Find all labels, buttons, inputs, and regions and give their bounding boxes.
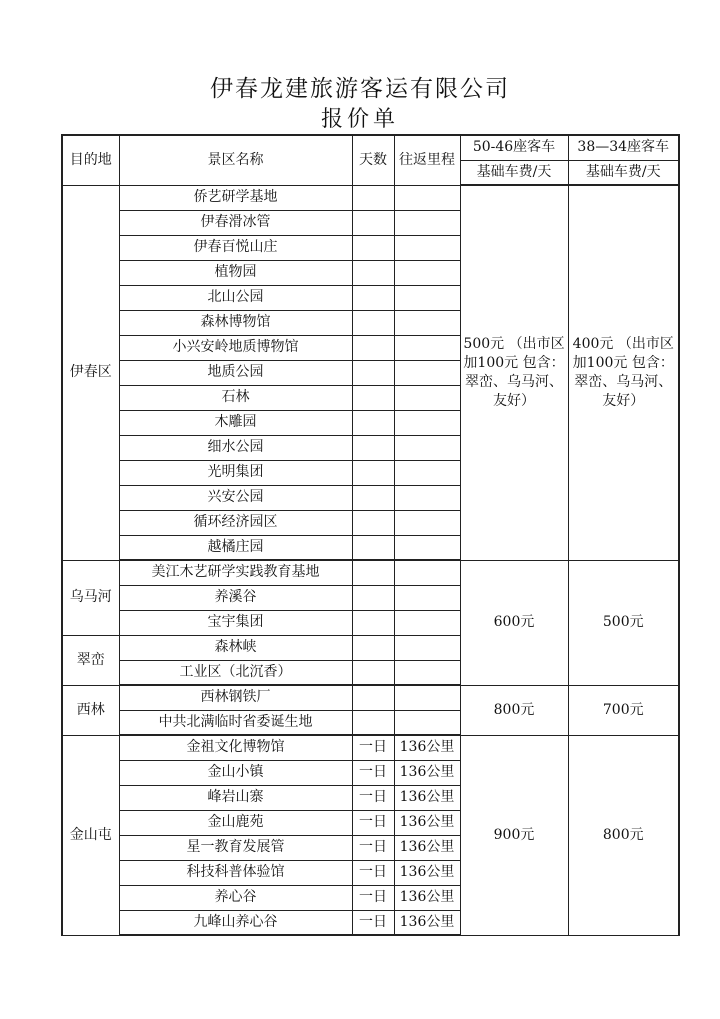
days-cell: 一日 <box>352 885 394 910</box>
distance-cell: 136公里 <box>394 885 460 910</box>
price-small-xilin: 700元 <box>568 685 679 735</box>
scenic-spot: 中共北满临时省委诞生地 <box>119 710 352 735</box>
price-small-wumahe-cuiluan: 500元 <box>568 560 679 685</box>
scenic-spot: 九峰山养心谷 <box>119 910 352 935</box>
region-cuiluan: 翠峦 <box>62 635 119 685</box>
days-cell <box>352 610 394 635</box>
days-cell: 一日 <box>352 835 394 860</box>
distance-cell <box>394 435 460 460</box>
distance-cell <box>394 385 460 410</box>
header-fee-large: 基础车费/天 <box>460 160 568 185</box>
scenic-spot: 伊春百悦山庄 <box>119 235 352 260</box>
days-cell <box>352 185 394 210</box>
days-cell <box>352 710 394 735</box>
days-cell <box>352 635 394 660</box>
price-large-jinshantun: 900元 <box>460 735 568 935</box>
distance-cell <box>394 410 460 435</box>
price-large-xilin: 800元 <box>460 685 568 735</box>
days-cell <box>352 285 394 310</box>
distance-cell <box>394 335 460 360</box>
scenic-spot: 地质公园 <box>119 360 352 385</box>
scenic-spot: 森林博物馆 <box>119 310 352 335</box>
distance-cell <box>394 485 460 510</box>
days-cell <box>352 435 394 460</box>
header-bus-large: 50-46座客车 <box>460 135 568 160</box>
scenic-spot: 光明集团 <box>119 460 352 485</box>
distance-cell <box>394 685 460 710</box>
distance-cell <box>394 535 460 560</box>
days-cell <box>352 660 394 685</box>
days-cell <box>352 360 394 385</box>
scenic-spot: 工业区（北沉香） <box>119 660 352 685</box>
days-cell <box>352 335 394 360</box>
scenic-spot: 越橘庄园 <box>119 535 352 560</box>
days-cell: 一日 <box>352 910 394 935</box>
header-distance: 往返里程 <box>394 135 460 185</box>
scenic-spot: 伊春滑冰管 <box>119 210 352 235</box>
distance-cell <box>394 235 460 260</box>
days-cell <box>352 235 394 260</box>
header-days: 天数 <box>352 135 394 185</box>
days-cell <box>352 410 394 435</box>
distance-cell: 136公里 <box>394 810 460 835</box>
scenic-spot: 兴安公园 <box>119 485 352 510</box>
scenic-spot: 森林峡 <box>119 635 352 660</box>
scenic-spot: 宝宇集团 <box>119 610 352 635</box>
distance-cell <box>394 560 460 585</box>
scenic-spot: 北山公园 <box>119 285 352 310</box>
days-cell <box>352 560 394 585</box>
scenic-spot: 细水公园 <box>119 435 352 460</box>
document-subtitle: 报价单 <box>320 107 399 132</box>
price-small-yichun: 400元 （出市区加100元 包含：翠峦、乌马河、友好） <box>568 185 679 560</box>
distance-cell: 136公里 <box>394 910 460 935</box>
company-title: 伊春龙建旅游客运有限公司 <box>210 76 510 102</box>
days-cell <box>352 510 394 535</box>
distance-cell: 136公里 <box>394 760 460 785</box>
distance-cell: 136公里 <box>394 735 460 760</box>
scenic-spot: 西林钢铁厂 <box>119 685 352 710</box>
price-small-jinshantun: 800元 <box>568 735 679 935</box>
scenic-spot: 科技科普体验馆 <box>119 860 352 885</box>
price-large-yichun: 500元 （出市区加100元 包含：翠峦、乌马河、友好） <box>460 185 568 560</box>
days-cell <box>352 535 394 560</box>
scenic-spot: 美江木艺研学实践教育基地 <box>119 560 352 585</box>
distance-cell <box>394 285 460 310</box>
region-jinshantun: 金山屯 <box>62 735 119 935</box>
header-fee-small: 基础车费/天 <box>568 160 679 185</box>
distance-cell: 136公里 <box>394 835 460 860</box>
header-bus-small: 38—34座客车 <box>568 135 679 160</box>
region-yichun: 伊春区 <box>62 185 119 560</box>
distance-cell <box>394 460 460 485</box>
distance-cell <box>394 610 460 635</box>
scenic-spot: 侨艺研学基地 <box>119 185 352 210</box>
distance-cell <box>394 635 460 660</box>
distance-cell: 136公里 <box>394 785 460 810</box>
price-large-wumahe-cuiluan: 600元 <box>460 560 568 685</box>
days-cell: 一日 <box>352 810 394 835</box>
scenic-spot: 木雕园 <box>119 410 352 435</box>
days-cell <box>352 210 394 235</box>
header-scenic-name: 景区名称 <box>119 135 352 185</box>
scenic-spot: 植物园 <box>119 260 352 285</box>
scenic-spot: 养溪谷 <box>119 585 352 610</box>
days-cell <box>352 585 394 610</box>
days-cell <box>352 310 394 335</box>
distance-cell <box>394 710 460 735</box>
distance-cell <box>394 585 460 610</box>
scenic-spot: 金祖文化博物馆 <box>119 735 352 760</box>
distance-cell <box>394 510 460 535</box>
scenic-spot: 星一教育发展管 <box>119 835 352 860</box>
days-cell <box>352 485 394 510</box>
scenic-spot: 养心谷 <box>119 885 352 910</box>
scenic-spot: 小兴安岭地质博物馆 <box>119 335 352 360</box>
days-cell: 一日 <box>352 860 394 885</box>
scenic-spot: 循环经济园区 <box>119 510 352 535</box>
scenic-spot: 石林 <box>119 385 352 410</box>
days-cell <box>352 260 394 285</box>
days-cell <box>352 460 394 485</box>
region-wumahe: 乌马河 <box>62 560 119 635</box>
distance-cell <box>394 210 460 235</box>
distance-cell <box>394 660 460 685</box>
distance-cell <box>394 260 460 285</box>
scenic-spot: 金山小镇 <box>119 760 352 785</box>
header-destination: 目的地 <box>62 135 119 185</box>
days-cell <box>352 385 394 410</box>
distance-cell: 136公里 <box>394 860 460 885</box>
distance-cell <box>394 360 460 385</box>
scenic-spot: 金山鹿苑 <box>119 810 352 835</box>
distance-cell <box>394 185 460 210</box>
days-cell: 一日 <box>352 760 394 785</box>
distance-cell <box>394 310 460 335</box>
scenic-spot: 峰岩山寨 <box>119 785 352 810</box>
price-table <box>61 134 680 936</box>
days-cell: 一日 <box>352 785 394 810</box>
days-cell: 一日 <box>352 735 394 760</box>
days-cell <box>352 685 394 710</box>
region-xilin: 西林 <box>62 685 119 735</box>
